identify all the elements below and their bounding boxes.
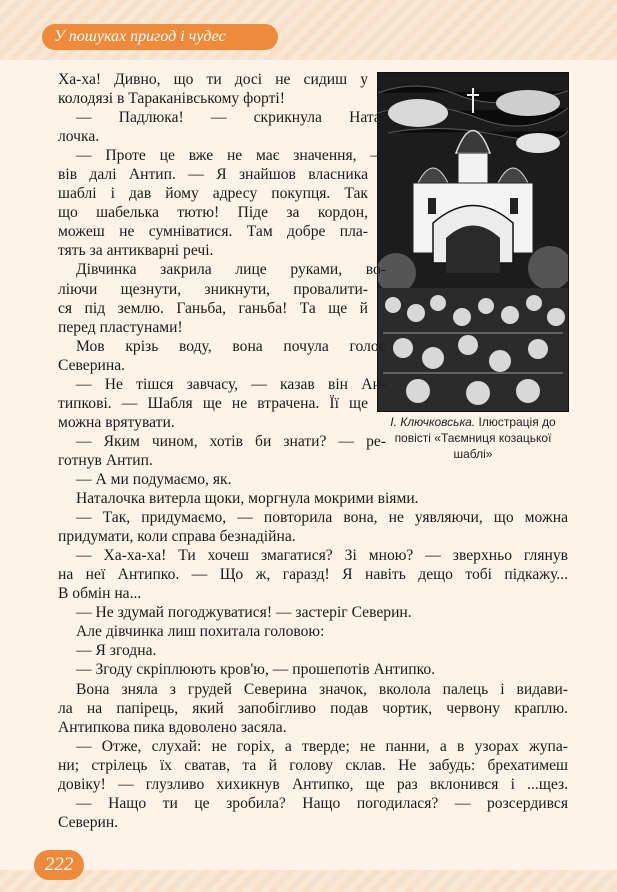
text-line: Антипкова пика вдоволено засяла. (58, 718, 287, 736)
text-line: можеш не сумніватися. Там добре пла- (58, 223, 368, 241)
text-line: — Отже, слухай: не горіх, а тверде; не панни, а в узорах жупа- (76, 737, 568, 755)
text-line: — Ха-ха-ха! Ти хочеш змагатися? Зі мною? — зверхньо глянув (76, 547, 568, 565)
text-line: Але дівчинка лиш похитала головою: (76, 623, 325, 641)
text-line: — А ми подумаємо, як. (76, 470, 232, 488)
text-line: ла на папірець, який запобігливо подав чортик, червону краплю. (58, 699, 568, 717)
text-line: В обмін на... (58, 585, 142, 603)
text-line: на неї Антипко. — Що ж, гаразд! Я навіть дещо тобі підкажу... (58, 566, 568, 584)
caption-text: Ілюстрація до повісті «Таємниця козацької шаблі» (394, 415, 556, 461)
text-line: — Падлюка! — скрикнула Ната- (76, 109, 386, 127)
text-line: ни; стрілець їх сватав, та й голову склав. Не забудь: брехатимеш (58, 756, 568, 774)
text-line: Северин. (58, 813, 119, 831)
text-line: Ха-ха! Дивно, що ти досі не сидиш у (58, 71, 368, 88)
text-line: Северина. (58, 356, 126, 374)
text-line: можна врятувати. (58, 413, 175, 431)
text-line: довіку! — глузливо хихикнув Антипко, ще раз вклонився і ...щез. (58, 775, 568, 793)
text-line: — Не здумай погоджуватися! — застеріг Северин. (76, 604, 412, 622)
text-line: колодязі в Тараканівському форті! (58, 90, 285, 108)
story-text (58, 70, 568, 832)
section-title: У пошуках пригод і чудес (42, 24, 278, 50)
text-line: шаблі і дав йому адресу покупця. Так (58, 185, 368, 203)
text-line: тять за антикварні речі. (58, 242, 214, 260)
text-line: типкові. — Шабля ще не втрачена. Її ще (58, 394, 368, 412)
text-line: — Нащо ти це зробила? Нащо погодилася? — розсердився (76, 794, 568, 812)
text-line: ся під землю. Ганьба, ганьба! Та ще й (58, 299, 368, 317)
text-line: перед пластунами! (58, 318, 183, 336)
text-line: вів далі Антип. — Я знайшов власника (58, 166, 368, 184)
text-line: Мов крізь воду, вона почула голос (76, 337, 386, 355)
text-line: що шабелька тютю! Піде за кордон, (58, 204, 368, 222)
text-line: — Не тішся завчасу, — казав він Ан- (76, 375, 386, 393)
text-line: придумати, коли справа безнадійна. (58, 528, 296, 546)
text-line: — Згоду скріплюють кров'ю, — прошепотів Антипко. (76, 661, 436, 679)
caption-author: І. Ключковська. (390, 415, 476, 429)
text-line: Наталочка витерла щоки, моргнула мокрими віями. (76, 490, 419, 508)
text-line: — Я згодна. (76, 642, 157, 660)
text-line: лочка. (58, 128, 100, 146)
text-line: Дівчинка закрила лице руками, во- (76, 261, 386, 279)
text-line: — Проте це вже не має значення, — (76, 147, 386, 165)
text-line: ліючи щезнути, зникнути, провалити- (58, 280, 368, 298)
page-number: 222 (34, 850, 84, 880)
text-line: — Так, придумаємо, — повторила вона, не уявляючи, що можна (76, 509, 568, 527)
text-line: — Яким чином, хотів би знати? — ре- (76, 432, 386, 450)
text-line: Вона зняла з грудей Северина значок, вколола палець і видави- (76, 680, 568, 698)
footer-pattern (0, 870, 617, 892)
text-line: готнув Антип. (58, 451, 153, 469)
